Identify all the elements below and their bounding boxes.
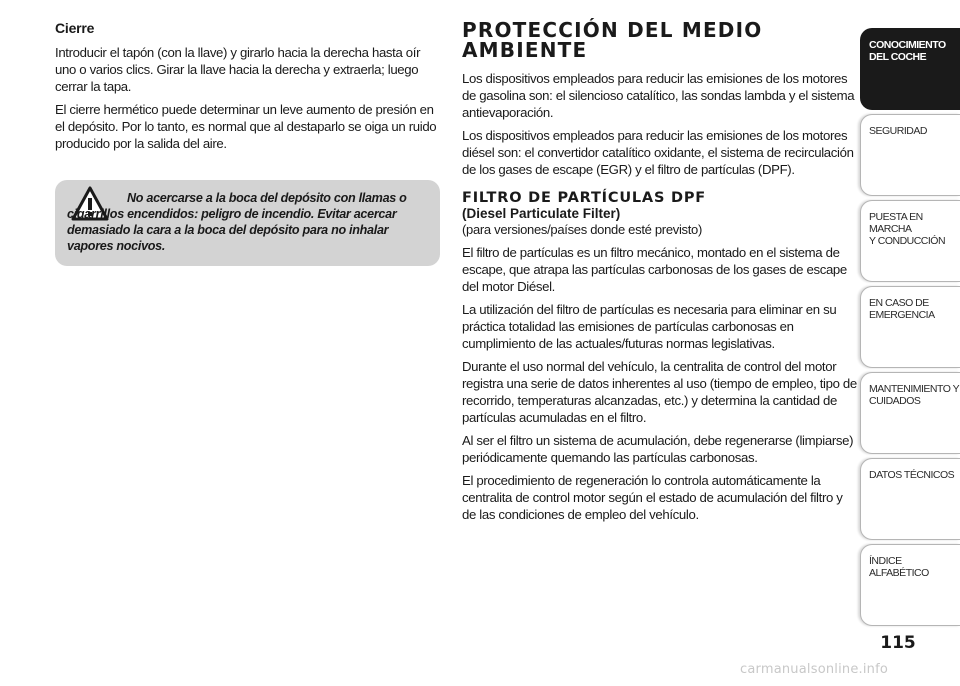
paragraph: Durante el uso normal del vehículo, la centralita de control del motor registra una serie de datos inherentes al uso (tiempo de empleo, tipo de recorrido, temperaturas alcanzadas, etc.) y determina la cantidad de partículas acumuladas en el filtro. xyxy=(462,359,857,425)
tab-label: MANTENIMIENTO Y xyxy=(869,383,960,395)
paragraph: Los dispositivos empleados para reducir las emisiones de los motores de gasolina son: el silencioso catalítico, las sondas lambda y el sistema antievaporación. xyxy=(462,71,855,120)
tab-indice-alfabetico[interactable] xyxy=(860,544,960,626)
tab-label: CUIDADOS xyxy=(869,395,921,407)
paragraph: Introducir el tapón (con la llave) y girarlo hacia la derecha hasta oír uno o varios clics. Girar la llave hacia la derecha y extraerla; luego cerrar la tapa. xyxy=(55,45,421,94)
watermark: carmanualsonline.info xyxy=(740,662,889,677)
tab-label: DATOS TÉCNICOS xyxy=(869,469,955,481)
tab-label: Y CONDUCCIÓN xyxy=(869,235,946,247)
tab-seguridad[interactable] xyxy=(860,114,960,196)
tab-label: EMERGENCIA xyxy=(869,309,935,321)
section-heading-cierre: Cierre xyxy=(55,20,95,36)
chapter-tabs xyxy=(860,28,960,630)
warning-box xyxy=(55,180,440,266)
tab-en-caso-de-emergencia[interactable] xyxy=(860,286,960,368)
section-subtitle: (Diesel Particulate Filter) xyxy=(462,206,621,221)
tab-mantenimiento[interactable] xyxy=(860,372,960,454)
section-note: (para versiones/países donde esté previsto) xyxy=(462,222,703,237)
tab-datos-tecnicos[interactable] xyxy=(860,458,960,540)
paragraph: El filtro de partículas es un filtro mecánico, montado en el sistema de escape, que atrapa las partículas carbonosas de los gases de escape del motor Diésel. xyxy=(462,245,847,294)
tab-puesta-en-marcha[interactable] xyxy=(860,200,960,282)
tab-label: PUESTA EN MARCHA xyxy=(869,211,923,235)
section-title-dpf: FILTRO DE PARTÍCULAS DPF xyxy=(462,190,707,206)
tab-label: DEL COCHE xyxy=(869,51,927,63)
page-title: PROTECCIÓN DEL MEDIO AMBIENTE xyxy=(462,18,763,62)
main-column xyxy=(462,20,857,529)
tab-label: SEGURIDAD xyxy=(869,125,927,137)
tab-label: ÍNDICE ALFABÉTICO xyxy=(869,555,929,579)
tab-conocimiento-del-coche[interactable] xyxy=(860,28,960,110)
page-number: 115 xyxy=(880,633,916,653)
paragraph: Al ser el filtro un sistema de acumulación, debe regenerarse (limpiarse) periódicamente quemando las partículas carbonosas. xyxy=(462,433,854,465)
paragraph: Los dispositivos empleados para reducir las emisiones de los motores diésel son: el convertidor catalítico oxidante, el sistema de recirculación de los gases de escape (EGR) y el filtro de partículas (DPF). xyxy=(462,128,854,177)
paragraph: La utilización del filtro de partículas es necesaria para eliminar en su práctica totalidad las emisiones de partículas carbonosas en cumplimiento de las actuales/futuras normas legislativas. xyxy=(462,302,837,351)
warning-text: No acercarse a la boca del depósito con llamas o cigarrillos encendidos: peligro de incendio. Evitar acercar demasiado la cara a la boca del depósito para no inhalar vapores nocivos. xyxy=(67,191,407,253)
tab-label: CONOCIMIENTO xyxy=(869,39,946,51)
left-column xyxy=(55,20,440,158)
paragraph: El procedimiento de regeneración lo controla automáticamente la centralita de control motor según el estado de acumulación del filtro y de las condiciones de empleo del vehículo. xyxy=(462,473,843,522)
paragraph: El cierre hermético puede determinar un leve aumento de presión en el depósito. Por lo tanto, es normal que al destaparlo se oiga un ruido producido por la salida del aire. xyxy=(55,102,437,151)
tab-label: EN CASO DE xyxy=(869,297,929,309)
